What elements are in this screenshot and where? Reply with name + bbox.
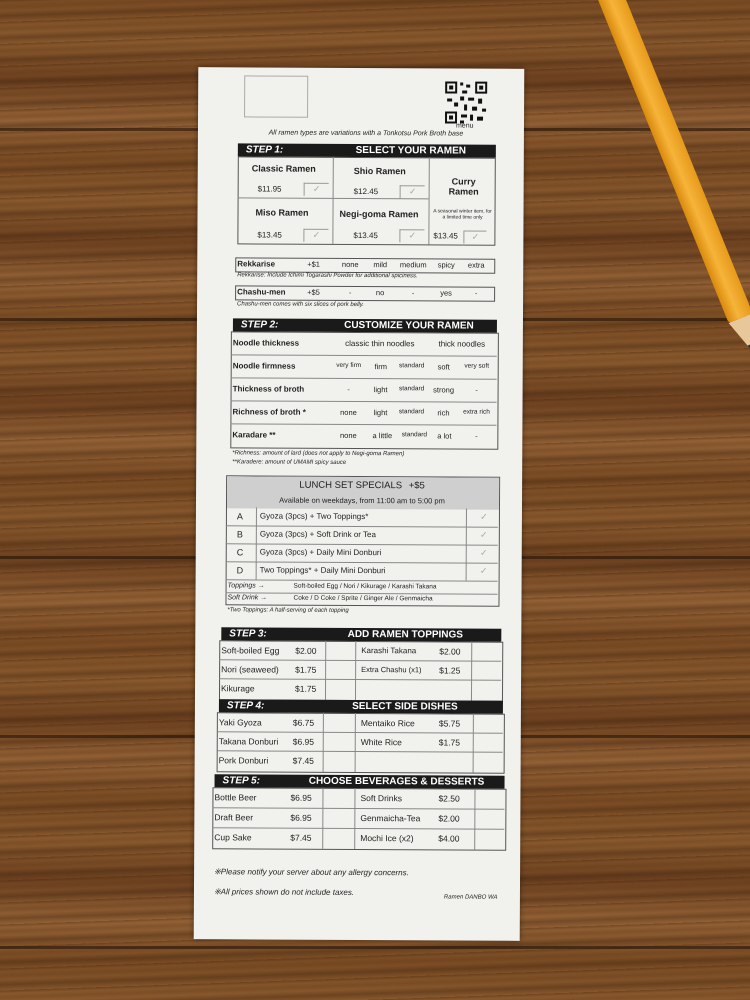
beverage-name: Soft Drinks <box>360 793 403 804</box>
lunch-set-checkbox[interactable]: ✓ <box>480 511 488 522</box>
ramen-checkbox[interactable]: ✓ <box>303 229 328 242</box>
rekkarise-option[interactable]: none <box>341 259 359 269</box>
lunch-set-letter: D <box>236 565 244 576</box>
lunch-set-letter: B <box>236 529 243 540</box>
tax-notice: ※All prices shown do not include taxes. <box>213 887 355 897</box>
customize-row <box>232 430 496 440</box>
ramen-checkbox[interactable]: ✓ <box>304 183 329 196</box>
customize-option: - <box>347 384 350 394</box>
lunch-toppings: Soft-boiled Egg / Nori / Kikurage / Karashi Takana <box>293 582 437 591</box>
topping-price: $2.00 <box>295 645 317 656</box>
chashu-option: - <box>474 288 478 298</box>
lunch-drinks: Coke / D Coke / Sprite / Ginger Ale / Genmaicha <box>293 594 433 603</box>
beverage-name: Bottle Beer <box>214 792 257 803</box>
side-name: Takana Donburi <box>218 736 279 747</box>
side-price: $6.95 <box>292 736 315 747</box>
ramen-name: Shio Ramen <box>353 165 406 177</box>
chashu-option[interactable]: no <box>375 288 385 298</box>
side-name: Pork Donburi <box>218 755 269 766</box>
chashu-label: Chashu-men <box>237 287 286 297</box>
topping-price: $1.25 <box>439 665 461 676</box>
customize-option[interactable]: light <box>373 408 388 418</box>
ramen-checkbox[interactable]: ✓ <box>463 231 486 244</box>
beverage-price: $4.00 <box>438 833 460 844</box>
side-name: Yaki Gyoza <box>218 717 262 728</box>
customize-row <box>233 361 497 371</box>
customize-option[interactable]: none <box>340 407 357 417</box>
lunch-toppings-label: Toppings → <box>227 582 265 590</box>
customize-option[interactable]: light <box>373 385 388 395</box>
customize-option[interactable]: firm <box>374 362 387 372</box>
rekkarise-option[interactable]: spicy <box>437 260 455 270</box>
lunch-note: *Two Toppings: A half-serving of each topping <box>227 607 349 614</box>
rekkarise-option[interactable]: mild <box>373 260 388 270</box>
rekkarise-option[interactable]: medium <box>399 260 427 270</box>
ramen-name: Classic Ramen <box>251 163 316 174</box>
customize-row <box>233 384 497 394</box>
customize-option[interactable]: very soft <box>464 362 490 370</box>
lunch-set-checkbox[interactable]: ✓ <box>480 529 488 540</box>
beverage-price: $2.50 <box>438 793 460 804</box>
customize-option[interactable]: a little <box>372 431 393 441</box>
side-price: $7.45 <box>292 755 314 766</box>
customize-option[interactable]: standard <box>398 408 425 416</box>
beverage-price: $7.45 <box>290 832 312 843</box>
ramen-name: Negi-goma Ramen <box>339 208 419 220</box>
qr-label: menu <box>455 122 474 130</box>
customize-option[interactable]: thick noodles <box>438 339 486 349</box>
lunch-set-desc: Gyoza (3pcs) + Daily Mini Donburi <box>259 547 382 558</box>
wood-seam <box>0 946 750 949</box>
rekkarise-options <box>237 259 493 269</box>
lunch-set-desc: Gyoza (3pcs) + Soft Drink or Tea <box>259 529 376 540</box>
ramen-name: Miso Ramen <box>255 207 309 218</box>
side-name: White Rice <box>360 737 402 748</box>
step4-title: SELECT SIDE DISHES <box>352 700 458 713</box>
topping-price: $1.75 <box>295 683 317 694</box>
chashu-price: +$5 <box>307 287 320 297</box>
beverage-name: Draft Beer <box>214 812 254 823</box>
intro-text: All ramen types are variations with a Tonkotsu Pork Broth base <box>268 129 464 138</box>
step5-number: STEP 5: <box>222 775 260 787</box>
customize-option[interactable]: strong <box>433 385 455 395</box>
side-price: $1.75 <box>438 737 461 748</box>
side-name: Mentaiko Rice <box>360 718 415 729</box>
customize-option: - <box>475 431 478 441</box>
step1-number: STEP 1: <box>245 144 284 156</box>
step2-number: STEP 2: <box>240 319 279 331</box>
chashu-option[interactable]: yes <box>440 288 452 298</box>
rekkarise-price: +$1 <box>307 259 321 269</box>
customize-label: Richness of broth * <box>232 407 306 417</box>
lunch-title-row <box>226 479 498 491</box>
rekkarise-note: Rekkarise: Include Ichimi Togarashi Powder for additional spiciness. <box>237 272 418 280</box>
lunch-set-checkbox[interactable]: ✓ <box>479 565 488 576</box>
topping-price: $2.00 <box>439 646 461 657</box>
customize-option[interactable]: a lot <box>437 431 452 441</box>
lunch-set-letter: A <box>236 511 243 522</box>
chashu-option: - <box>411 288 415 298</box>
customize-option[interactable]: very firm <box>336 361 362 370</box>
qr-code-icon[interactable] <box>444 80 488 124</box>
side-price: $5.75 <box>438 718 461 729</box>
customize-option[interactable]: standard <box>398 385 425 393</box>
customize-label: Thickness of broth <box>232 384 305 394</box>
lunch-subtitle: Available on weekdays, from 11:00 am to 5:00 pm <box>279 495 445 506</box>
chashu-option: - <box>348 287 352 297</box>
customize-label: Karadare ** <box>232 430 276 440</box>
customize-option[interactable]: none <box>339 430 357 440</box>
lunch-set-letter: C <box>236 547 244 558</box>
menu-sheet <box>194 67 525 941</box>
customize-note-richness: *Richness: amount of lard (does not apply to Negi-goma Ramen) <box>232 450 405 458</box>
customize-note-karadare: **Karadere: amount of UMAMI spicy sauce <box>232 459 347 466</box>
topping-name: Nori (seaweed) <box>221 664 279 675</box>
chashu-options <box>237 287 493 297</box>
ramen-price: $13.45 <box>353 230 378 241</box>
lunch-set-desc: Gyoza (3pcs) + Two Toppings* <box>259 511 369 522</box>
ramen-price: $12.45 <box>353 186 379 197</box>
step4-number: STEP 4: <box>226 700 265 712</box>
customize-label: Noodle firmness <box>232 361 296 371</box>
step3-number: STEP 3: <box>229 628 267 640</box>
beverage-price: $6.95 <box>290 812 312 823</box>
lunch-price: +$5 <box>408 480 425 492</box>
lunch-set-desc: Two Toppings* + Daily Mini Donburi <box>259 565 386 576</box>
customize-row <box>233 338 497 348</box>
beverage-name: Cup Sake <box>214 832 252 843</box>
ramen-note: A seasonal winter item, for a limited time only <box>433 208 492 221</box>
rekkarise-label: Rekkarise <box>237 259 276 269</box>
beverage-name: Mochi Ice (x2) <box>360 833 414 844</box>
ramen-checkbox[interactable]: ✓ <box>400 185 425 198</box>
topping-price: $1.75 <box>295 664 317 675</box>
topping-name: Karashi Takana <box>361 646 417 656</box>
customize-option[interactable]: standard <box>399 362 425 370</box>
beverage-price: $6.95 <box>290 792 312 803</box>
customize-option[interactable]: classic thin noodles <box>345 338 415 349</box>
logo-placeholder <box>244 75 308 117</box>
step2-title: CUSTOMIZE YOUR RAMEN <box>344 319 474 332</box>
customize-option[interactable]: extra rich <box>463 408 490 416</box>
rekkarise-option[interactable]: extra <box>467 260 485 270</box>
lunch-set-checkbox[interactable]: ✓ <box>479 547 488 558</box>
ramen-price: $13.45 <box>257 230 282 240</box>
step1-bar <box>238 143 496 157</box>
customize-option: - <box>475 385 478 395</box>
customize-option[interactable]: soft <box>437 362 450 372</box>
ramen-price: $13.45 <box>433 231 458 241</box>
ramen-name: Curry Ramen <box>448 176 479 197</box>
topping-name: Kikurage <box>221 683 255 694</box>
lunch-title: LUNCH SET SPECIALS <box>299 479 403 492</box>
beverage-price: $2.00 <box>438 813 460 824</box>
lunch-drink-label: Soft Drink → <box>227 594 268 602</box>
chashu-note: Chashu-men comes with six slices of pork belly. <box>237 301 364 309</box>
step3-title: ADD RAMEN TOPPINGS <box>347 628 464 641</box>
topping-name: Soft-boiled Egg <box>221 645 280 656</box>
brand-name: Ramen DANBO WA <box>443 894 498 901</box>
pencil <box>590 0 750 369</box>
customize-row <box>232 407 496 417</box>
ramen-price: $11.95 <box>257 184 282 194</box>
customize-option[interactable]: standard <box>401 431 428 439</box>
topping-name: Extra Chashu (x1) <box>361 665 422 675</box>
step1-title: SELECT YOUR RAMEN <box>355 144 467 157</box>
ramen-checkbox[interactable]: ✓ <box>399 229 424 242</box>
side-price: $6.75 <box>292 717 315 728</box>
step5-title: CHOOSE BEVERAGES & DESSERTS <box>308 775 485 788</box>
customize-label: Noodle thickness <box>232 338 300 348</box>
beverage-name: Genmaicha-Tea <box>360 813 421 824</box>
customize-option[interactable]: rich <box>437 408 450 418</box>
allergy-notice: ※Please notify your server about any allergy concerns. <box>214 867 409 878</box>
